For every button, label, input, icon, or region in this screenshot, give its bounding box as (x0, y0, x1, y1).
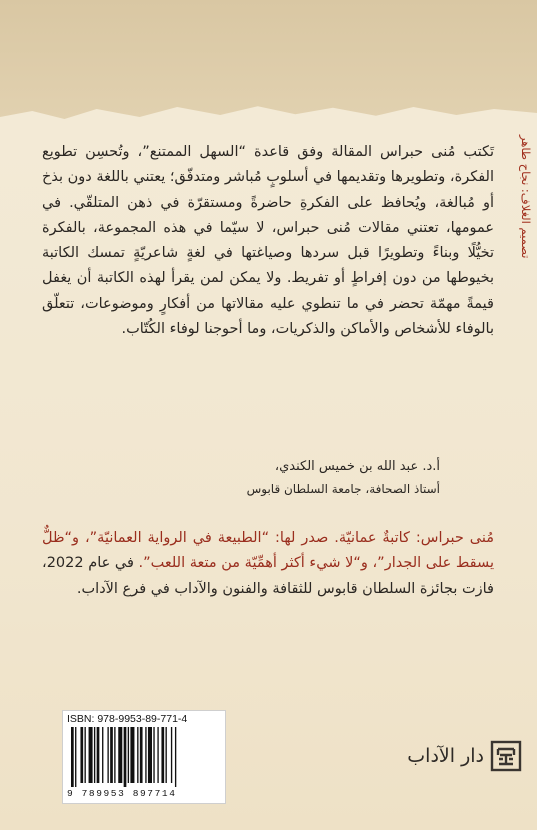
author-bio (42, 526, 494, 602)
barcode-bar (102, 727, 103, 783)
blurb-signature (100, 456, 440, 500)
barcode-bar (166, 727, 167, 783)
barcode-bar (145, 727, 146, 783)
barcode-bar (94, 727, 95, 783)
barcode-digits: 9 789953 897714 (67, 788, 177, 799)
barcode-bar (171, 727, 172, 783)
signature-name: أ.د. عبد الله بن خميس الكندي، (274, 459, 440, 474)
cover-design-credit: تصميم الغلاف: نجاح طاهر (519, 135, 533, 259)
barcode-bar (157, 727, 158, 783)
author-bio-intro: مُنى حبراس: كاتبةٌ عمانيّة. صدر لها: (269, 530, 494, 546)
barcode-bar (175, 727, 176, 787)
barcode-bar (161, 727, 164, 783)
author-bio-award: في عام 2022، فازت بجائزة السلطان قابوس للثقافة والفنون والآداب في فرع الآداب. (42, 555, 494, 597)
barcode-bar (148, 727, 152, 783)
barcode-bar (97, 727, 100, 783)
barcode-bar (110, 727, 113, 783)
barcode-bar (71, 727, 74, 787)
dar-al-adab-logo-icon (490, 740, 522, 772)
author-bio-paragraph (42, 526, 494, 602)
barcode-bar (153, 727, 154, 783)
barcode-bar (137, 727, 138, 783)
barcode-bars (69, 727, 219, 787)
barcode-bar (107, 727, 108, 783)
publisher (366, 736, 522, 776)
barcode-bar (75, 727, 76, 787)
barcode-bar (124, 727, 127, 787)
blurb-paragraph: تَكتب مُنى حبراس المقالة وفق قاعدة “السهل الممتنع”، وتُحسِن تطويع الفكرة، وتطويرها وتقديمها في أسلوبٍ مُباشر ومتدفّق؛ يعتني باللغة دون بذخ أو مُبالغة، ويُحافظ على الفكرةِ حاضرةً ومستقرّة في ذهن المتلقّي. في عمومها، تعتني مقالات مُنى حبراس، لا سيّما في هذه المجموعة، بالفكرة تخيُّلًا وبناءً وتطويرًا قبل سردها وصياغتها في لغةٍ شاعريّةٍ تمسك الكاتبة بخيوطها من دون إفراطٍ أو تفريط. ولا يمكن لمن يقرأ لهذه الكاتبة أن يغفل قيمةً مهمّة تحضر في ما تنطوي عليه مقالاتها من أفكارٍ وموضوعات، تتعلّق بالوفاء للأشخاص والأماكن والذكريات، وما أحوجنا لوفاء الكُتّاب. (42, 144, 494, 338)
barcode-bar (118, 727, 122, 783)
publisher-name: دار الآداب (407, 745, 484, 767)
signature-title: أستاذ الصحافة، جامعة السلطان قابوس (246, 482, 440, 496)
author-bio-works: “الطبيعة في الرواية العمانيّة”، و“ظلٌّ يسقط على الجدار”، و“لا شيء أكثر أهمِّيّة من متعة اللعب”. (42, 530, 494, 572)
isbn-label: ISBN: 978-9953-89-771-4 (67, 713, 188, 725)
barcode-bar (128, 727, 129, 783)
barcode-bar (140, 727, 143, 783)
barcode-bar (89, 727, 93, 783)
barcode-bar (130, 727, 134, 783)
barcode-bar (80, 727, 83, 783)
barcode-bar (114, 727, 115, 783)
barcode-bar (85, 727, 86, 783)
blurb-text (42, 140, 494, 342)
barcode (62, 710, 226, 804)
